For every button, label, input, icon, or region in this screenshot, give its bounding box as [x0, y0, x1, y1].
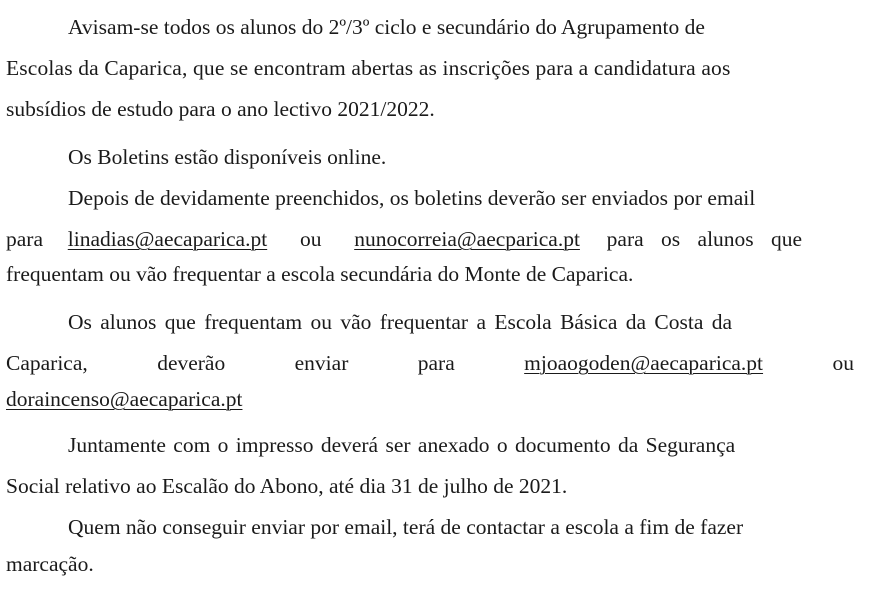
paragraph-1-line-1: Avisam-se todos os alunos do 2º/3º ciclo e secundário do Agrupamento de — [68, 15, 705, 39]
text-deverao: deverão — [157, 351, 226, 375]
text-or: ou — [299, 227, 322, 251]
paragraph-1-line-2: Escolas da Caparica, que se encontram abertas as inscrições para a candidatura aos — [6, 56, 731, 80]
paragraph-2-line-1: Os Boletins estão disponíveis online. — [68, 145, 387, 169]
paragraph-1-line-3: subsídios de estudo para o ano lectivo 2021/2022. — [6, 97, 435, 121]
paragraph-3-line-1: Depois de devidamente preenchidos, os boletins deverão ser enviados por email — [68, 186, 756, 210]
email-link-linadias[interactable]: linadias@aecaparica.pt — [67, 227, 268, 251]
paragraph-3-line-2 — [6, 224, 854, 254]
text-para: para — [6, 227, 43, 251]
paragraph-5-line-1: Juntamente com o impresso deverá ser anexado o documento da Segurança — [68, 433, 736, 457]
email-link-doraincenso[interactable]: doraincenso@aecaparica.pt — [6, 387, 243, 411]
paragraph-5-line-2: Social relativo ao Escalão do Abono, até dia 31 de julho de 2021. — [6, 474, 568, 498]
paragraph-4-line-3 — [6, 384, 854, 414]
paragraph-3-line-3: frequentam ou vão frequentar a escola secundária do Monte de Caparica. — [6, 262, 634, 286]
paragraph-6-line-2: marcação. — [6, 552, 94, 576]
text-enviar: enviar — [294, 351, 349, 375]
text-para-os-alunos-que: para os alunos que — [606, 227, 803, 251]
paragraph-6-line-1: Quem não conseguir enviar por email, terá de contactar a escola a fim de fazer — [68, 515, 744, 539]
email-link-nunocorreia[interactable]: nunocorreia@aecparica.pt — [354, 227, 580, 251]
text-caparica: Caparica, — [6, 351, 88, 375]
text-or: ou — [832, 351, 854, 375]
paragraph-4-line-1: Os alunos que frequentam ou vão frequentar a Escola Básica da Costa da — [68, 310, 733, 334]
email-link-mjoaogoden[interactable]: mjoaogoden@aecaparica.pt — [524, 351, 764, 375]
paragraph-4-line-2 — [6, 348, 854, 378]
text-para: para — [417, 351, 455, 375]
